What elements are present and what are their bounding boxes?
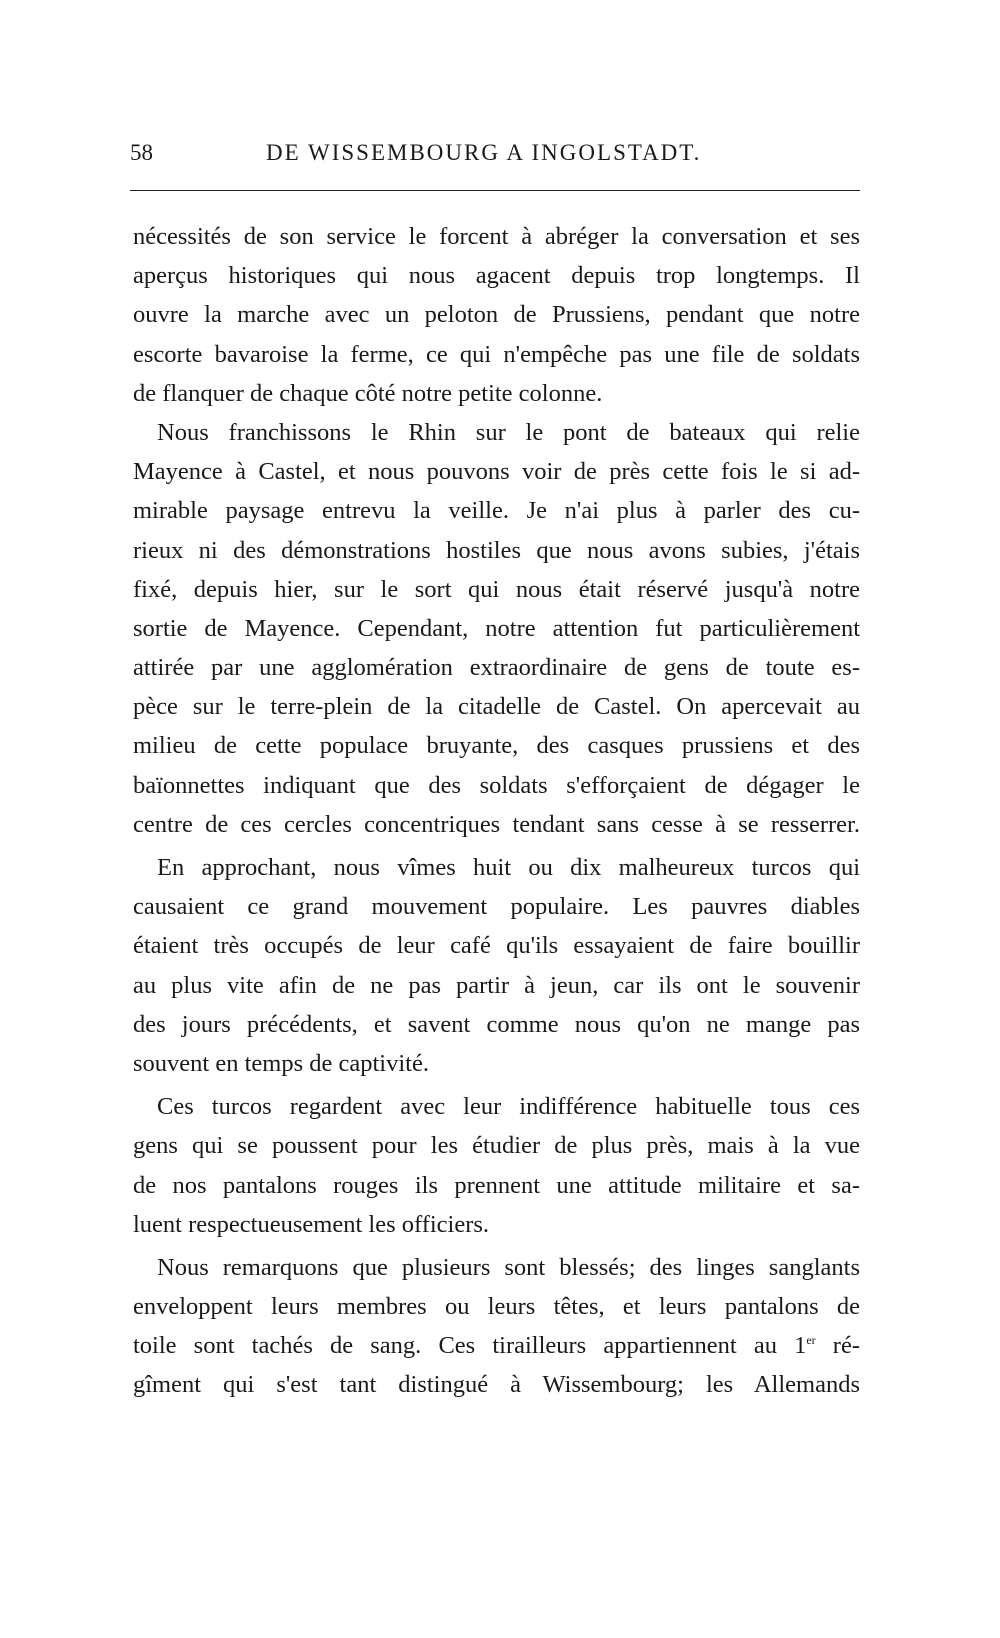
running-title: DE WISSEMBOURG A INGOLSTADT. [266, 140, 702, 165]
text-line: En approchant, nous vîmes huit ou dix malheureux turcos qui [157, 854, 860, 881]
text-line: escorte bavaroise la ferme, ce qui n'empêche pas une file de soldats [133, 340, 860, 368]
text-line: au plus vite afin de ne pas partir à jeun, car ils ont le souvenir [133, 971, 860, 999]
text-line: gens qui se poussent pour les étudier de plus près, mais à la vue [133, 1132, 860, 1160]
text-line-end: ré- [815, 1332, 861, 1360]
text-line: attirée par une agglomération extraordinaire de gens de toute es- [133, 654, 860, 682]
text-line [133, 1326, 860, 1365]
text-line: rieux ni des démonstrations hostiles que nous avons subies, j'étais [133, 536, 860, 564]
text-line: étaient très occupés de leur café qu'ils essayaient de faire bouillir [133, 932, 860, 960]
ordinal-superscript: er [806, 1333, 816, 1348]
paragraph-4 [133, 1087, 860, 1244]
text-line: Nous remarquons que plusieurs sont blessés; des linges sanglants [157, 1253, 860, 1281]
paragraph-3 [133, 848, 860, 1083]
text-line: pèce sur le terre-plein de la citadelle de Castel. On apercevait au [133, 693, 860, 721]
text-line: gîment qui s'est tant distingué à Wissembourg; les Allemands [133, 1371, 860, 1399]
paragraph-2 [133, 413, 860, 844]
text-line: centre de ces cercles concentriques tendant sans cesse à se resserrer. [133, 810, 860, 838]
text-line: baïonnettes indiquant que des soldats s'efforçaient de dégager le [133, 771, 860, 799]
text-line: souvent en temps de captivité. [133, 1049, 429, 1077]
text-line: ouvre la marche avec un peloton de Prussiens, pendant que notre [133, 301, 860, 329]
text-line: sortie de Mayence. Cependant, notre attention fut particulièrement [133, 614, 860, 642]
text-line: mirable paysage entrevu la veille. Je n'ai plus à parler des cu- [133, 497, 860, 525]
text-line: Nous franchissons le Rhin sur le pont de bateaux qui relie [157, 418, 860, 446]
text-line: nécessités de son service le forcent à abréger la conversation et ses [133, 223, 860, 250]
running-head [130, 140, 858, 172]
paragraph-1 [133, 217, 860, 413]
text-line: fixé, depuis hier, sur le sort qui nous était réservé jusqu'à notre [133, 575, 860, 603]
text-line: des jours précédents, et savent comme nous qu'on ne mange pas [133, 1010, 860, 1038]
header-rule [130, 190, 860, 191]
text-line: Ces turcos regardent avec leur indifférence habituelle tous ces [157, 1093, 860, 1121]
text-line: de flanquer de chaque côté notre petite colonne. [133, 379, 603, 407]
text-line: enveloppent leurs membres ou leurs têtes, et leurs pantalons de [133, 1293, 860, 1321]
text-line: luent respectueusement les officiers. [133, 1210, 490, 1238]
paragraph-5 [133, 1248, 860, 1405]
text-line: causaient ce grand mouvement populaire. Les pauvres diables [133, 893, 860, 921]
ordinal-number: 1 [794, 1332, 807, 1360]
text-line: Mayence à Castel, et nous pouvons voir de près cette fois le si ad- [133, 458, 860, 486]
text-line-start: toile sont tachés de sang. Ces tirailleurs appartiennent au [133, 1332, 795, 1360]
text-line: aperçus historiques qui nous agacent depuis trop longtemps. Il [133, 262, 860, 290]
text-line: milieu de cette populace bruyante, des casques prussiens et des [133, 732, 860, 760]
text-line: de nos pantalons rouges ils prennent une attitude militaire et sa- [133, 1171, 860, 1199]
page-number: 58 [130, 140, 153, 165]
body-text [133, 217, 860, 1405]
